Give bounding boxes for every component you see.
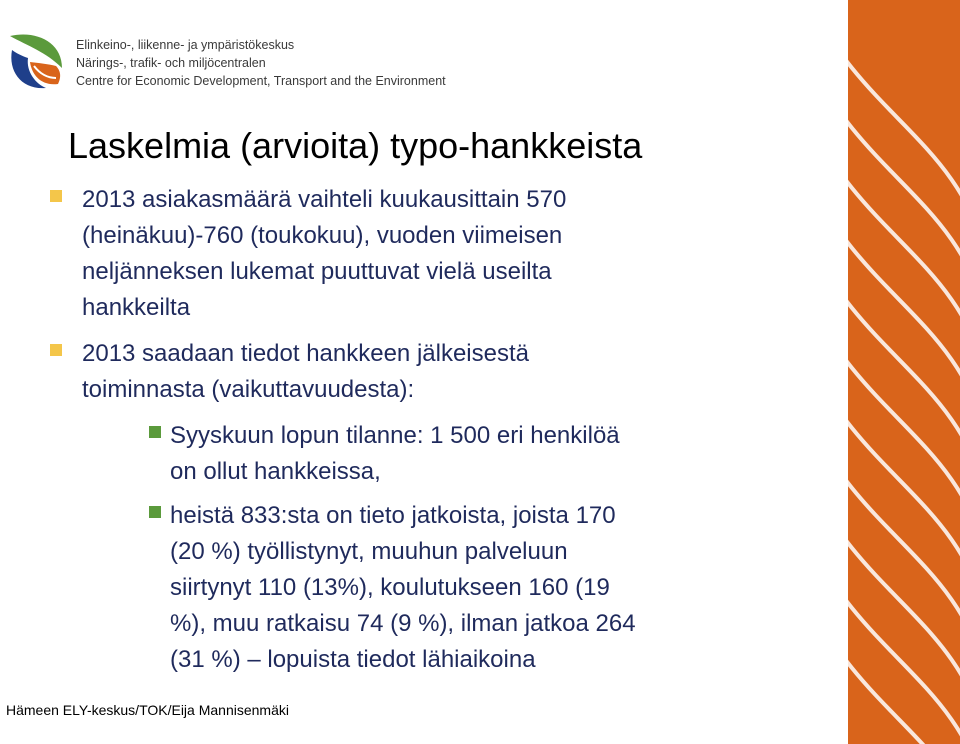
org-name-finnish: Elinkeino-, liikenne- ja ympäristökeskus [76, 38, 295, 52]
bullet-line: on ollut hankkeissa, [170, 458, 381, 485]
bullet-line: siirtynyt 110 (13%), koulutukseen 160 (19 [170, 574, 610, 601]
organisation-name [76, 36, 446, 90]
decorative-orange-band [848, 0, 960, 744]
square-bullet-icon [50, 190, 62, 202]
bullet-item [82, 182, 722, 326]
bullet-line: 2013 asiakasmäärä vaihteli kuukausittain 570 [82, 186, 567, 213]
bullet-line: (20 %) työllistynyt, muuhun palveluun [170, 538, 568, 565]
bullet-line: heistä 833:sta on tieto jatkoista, joista 170 [170, 502, 616, 529]
bullet-item [82, 336, 722, 408]
org-name-swedish: Närings-, trafik- och miljöcentralen [76, 56, 266, 70]
bullet-line: Syyskuun lopun tilanne: 1 500 eri henkilöä [170, 422, 620, 449]
square-bullet-icon [149, 426, 161, 438]
bullet-line: neljänneksen lukemat puuttuvat vielä useilta [82, 258, 552, 285]
footer-author: Hämeen ELY-keskus/TOK/Eija Mannisenmäki [6, 702, 289, 718]
ely-logo [6, 28, 66, 92]
bullet-line: %), muu ratkaisu 74 (9 %), ilman jatkoa 264 [170, 610, 636, 637]
bullet-line: toiminnasta (vaikuttavuudesta): [82, 376, 415, 403]
square-bullet-icon [149, 506, 161, 518]
slide-title: Laskelmia (arvioita) typo-hankkeista [68, 125, 643, 166]
sub-bullet-item [170, 418, 790, 490]
bullet-line: 2013 saadaan tiedot hankkeen jälkeisestä [82, 340, 529, 367]
bullet-line: hankkeilta [82, 294, 191, 321]
sub-bullet-item [170, 498, 790, 678]
decorative-curves [848, 0, 960, 744]
org-name-english: Centre for Economic Development, Transport and the Environment [76, 74, 446, 88]
square-bullet-icon [50, 344, 62, 356]
bullet-line: (31 %) – lopuista tiedot lähiaikoina [170, 646, 536, 673]
bullet-line: (heinäkuu)-760 (toukokuu), vuoden viimeisen [82, 222, 563, 249]
